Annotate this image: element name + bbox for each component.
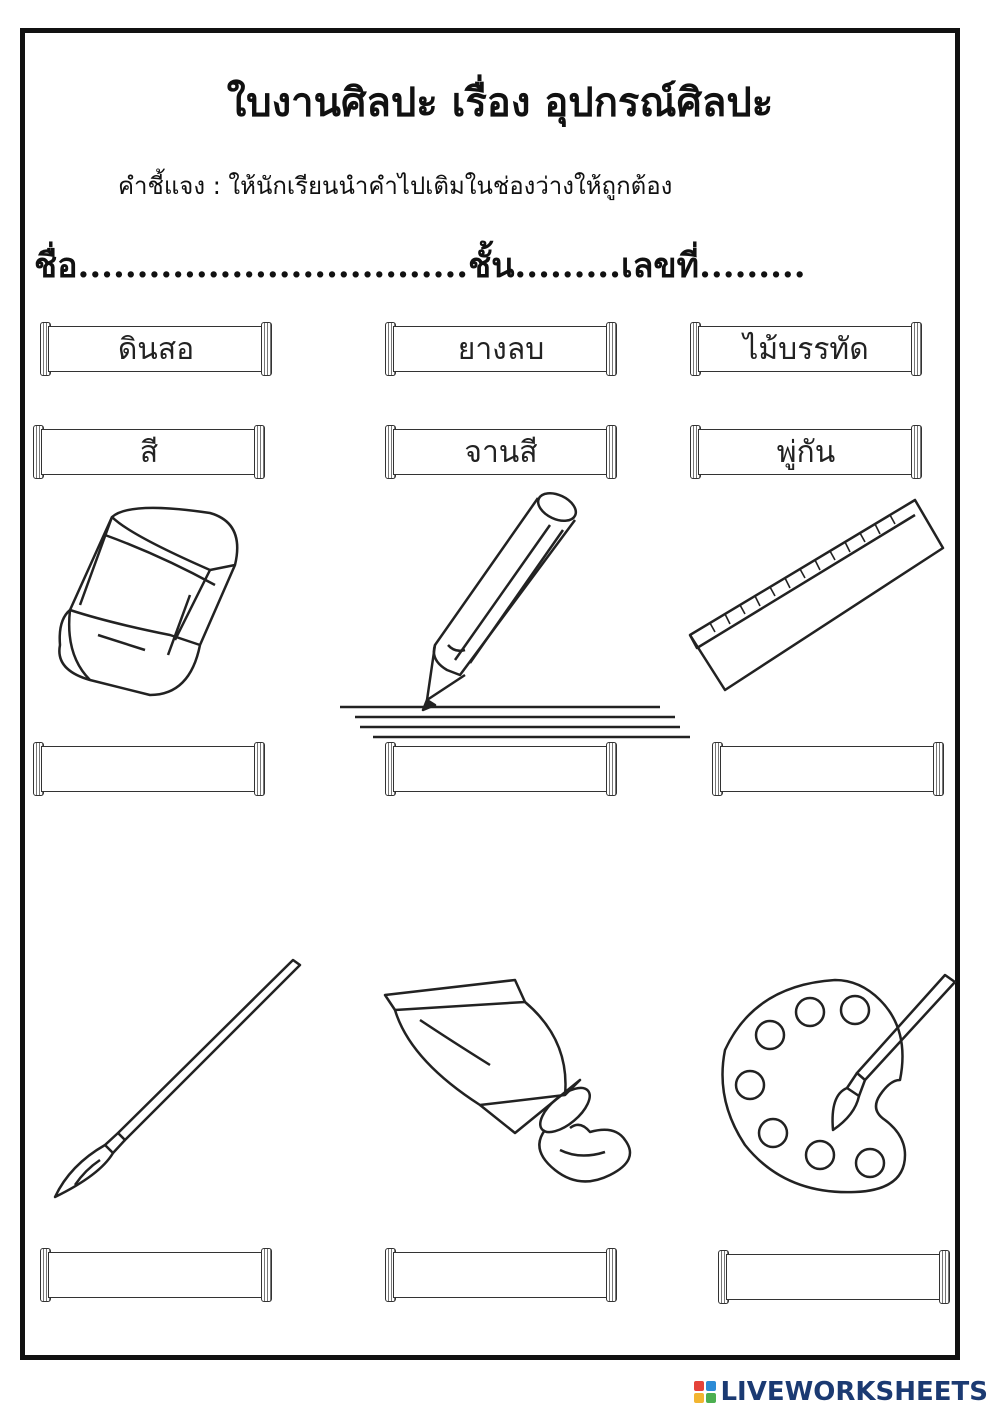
eraser-icon xyxy=(50,495,250,710)
answer-box[interactable] xyxy=(385,742,617,792)
ruler-icon xyxy=(685,490,950,695)
word-bank-item[interactable]: สี xyxy=(33,425,265,475)
worksheet-title: ใบงานศิลปะ เรื่อง อุปกรณ์ศิลปะ xyxy=(226,79,774,126)
answer-box[interactable] xyxy=(385,1248,617,1298)
liveworksheets-logo xyxy=(694,1377,988,1407)
word-bank-item[interactable]: พู่กัน xyxy=(690,425,922,475)
pencil-icon xyxy=(335,485,695,745)
name-class-number-line: ชื่อ.................................ชั้น.........เลขที่......... xyxy=(34,246,806,286)
answer-box[interactable] xyxy=(712,742,944,792)
word-bank-item[interactable]: ยางลบ xyxy=(385,322,617,372)
instruction-text: คำชี้แจง : ให้นักเรียนนำคำไปเติมในช่องว่างให้ถูกต้อง xyxy=(118,172,673,200)
palette-icon xyxy=(715,970,960,1200)
brand-name: LIVEWORKSHEETS xyxy=(720,1377,988,1407)
answer-box[interactable] xyxy=(718,1250,950,1300)
paint-tube-icon xyxy=(380,970,640,1195)
answer-box[interactable] xyxy=(40,1248,272,1298)
answer-box[interactable] xyxy=(33,742,265,792)
word-bank-item[interactable]: ดินสอ xyxy=(40,322,272,372)
word-bank-item[interactable]: จานสี xyxy=(385,425,617,475)
paintbrush-icon xyxy=(45,955,310,1205)
word-bank-item[interactable]: ไม้บรรทัด xyxy=(690,322,922,372)
logo-mark-icon xyxy=(694,1381,716,1403)
